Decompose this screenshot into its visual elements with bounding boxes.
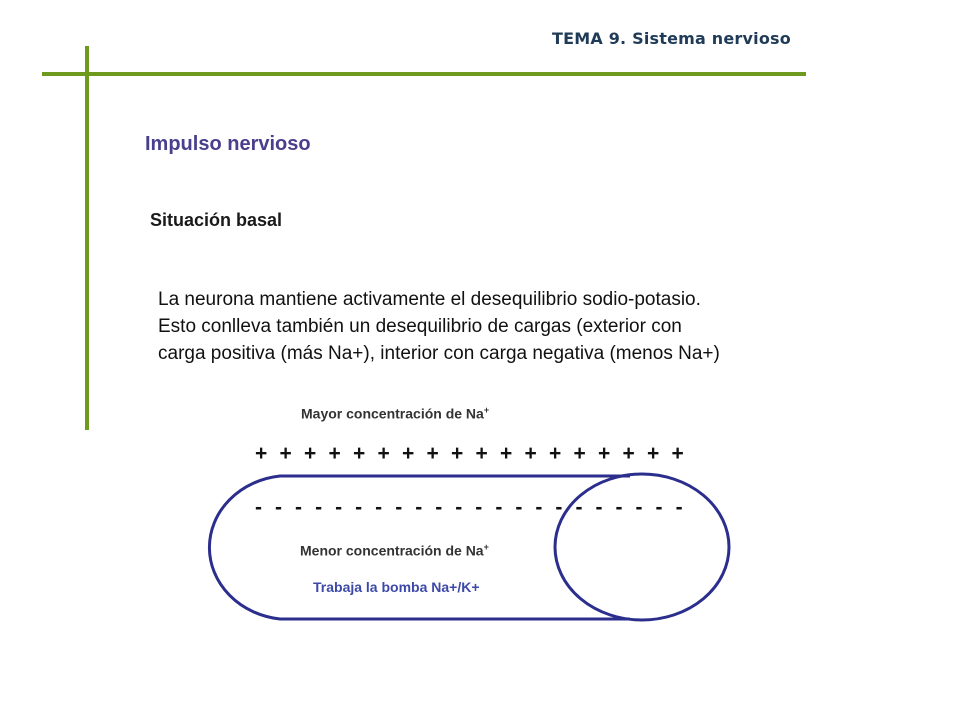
higher-concentration-label bbox=[301, 405, 489, 422]
lower-concentration-label bbox=[300, 542, 489, 559]
header-title: TEMA 9. Sistema nervioso bbox=[552, 29, 791, 48]
negative-charges: - - - - - - - - - - - - - - - - - - - - - - bbox=[255, 496, 687, 519]
body-line: La neurona mantiene activamente el desequilibrio sodio-potasio. bbox=[158, 289, 701, 310]
body-line: Esto conlleva también un desequilibrio de cargas (exterior con bbox=[158, 316, 682, 337]
higher-concentration-sup: + bbox=[483, 405, 490, 415]
pump-label: Trabaja la bomba Na+/K+ bbox=[313, 579, 480, 595]
lower-concentration-sup: + bbox=[483, 542, 489, 552]
slide-title: Impulso nervioso bbox=[145, 133, 311, 155]
positive-charges: + + + + + + + + + + + + + + + + + + bbox=[255, 442, 687, 465]
slide-subtitle: Situación basal bbox=[150, 210, 283, 230]
body-line: carga positiva (más Na+), interior con carga negativa (menos Na+) bbox=[158, 343, 720, 364]
lower-concentration-text: Menor concentración de Na bbox=[300, 542, 484, 559]
higher-concentration-text: Mayor concentración de Na bbox=[301, 405, 484, 422]
